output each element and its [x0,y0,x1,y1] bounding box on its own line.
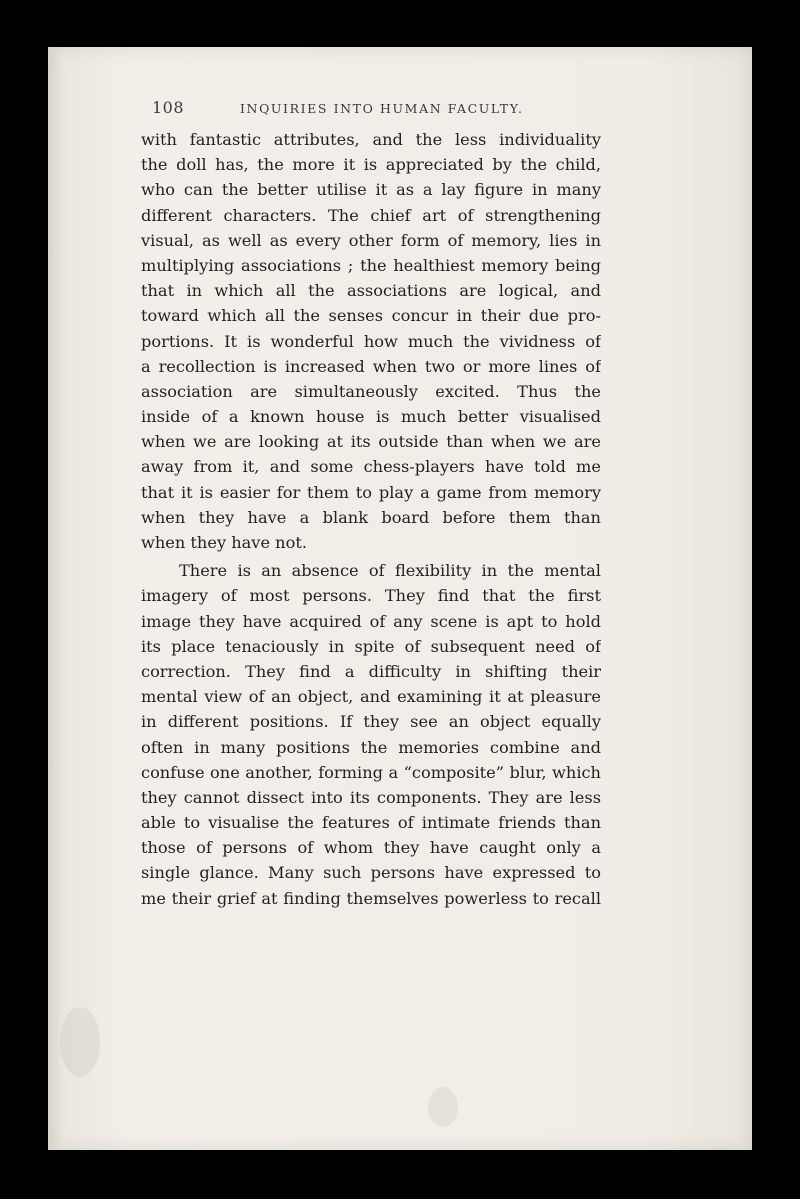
text-line: single glance. Many such persons have expressed to [141,863,601,883]
page-number: 108 [152,98,185,117]
page-edge-shadow [48,47,62,1150]
text-line: association are simultaneously excited. Thus the [141,381,601,401]
text-line: in different positions. If they see an object equally [141,712,601,732]
text-line: imagery of most persons. They find that the first [141,586,601,606]
text-line: confuse one another, forming a “composite” blur, which [141,762,601,782]
text-line: those of persons of whom they have caught only a [141,838,601,858]
text-line: visual, as well as every other form of memory, lies in [141,230,601,250]
running-title: INQUIRIES INTO HUMAN FACULTY. [240,101,524,116]
text-line: they cannot dissect into its components. They are less [141,787,601,807]
text-line: There is an absence of flexibility in the mental [179,561,601,581]
text-line: that it is easier for them to play a game from memory [141,482,601,502]
text-line: with fantastic attributes, and the less individuality [141,130,601,149]
text-line: correction. They find a difficulty in shifting their [141,661,601,681]
text-line: a recollection is increased when two or more lines of [141,356,601,376]
text-line: multiplying associations ; the healthiest memory being [141,255,601,275]
text-line: able to visualise the features of intimate friends than [141,813,601,833]
page-stain [428,1087,458,1127]
running-head [152,98,612,122]
text-line: image they have acquired of any scene is apt to hold [141,611,601,631]
text-line: portions. It is wonderful how much the vividness of [141,331,601,351]
text-line: when they have not. [141,533,308,552]
text-line: often in many positions the memories combine and [141,737,601,757]
text-line: who can the better utilise it as a lay figure in many [141,180,601,200]
page-stain [60,1007,100,1077]
text-line: mental view of an object, and examining it at pleasure [141,687,601,707]
text-line: when we are looking at its outside than when we are [141,432,601,452]
paragraph-1 [141,127,601,555]
text-line: the doll has, the more it is appreciated by the child, [141,155,601,175]
text-line: its place tenaciously in spite of subsequent need of [141,636,601,656]
body-text [141,127,601,911]
text-line: different characters. The chief art of strengthening [141,205,601,225]
text-line: inside of a known house is much better visualised [141,407,601,427]
text-line: when they have a blank board before them than [141,507,601,527]
paragraph-2 [141,558,601,911]
text-line: away from it, and some chess-players have told me [141,457,601,477]
text-line: toward which all the senses concur in their due pro- [141,306,601,326]
text-line: me their grief at finding themselves powerless to recall [141,888,601,908]
text-line: that in which all the associations are logical, and [141,281,601,301]
